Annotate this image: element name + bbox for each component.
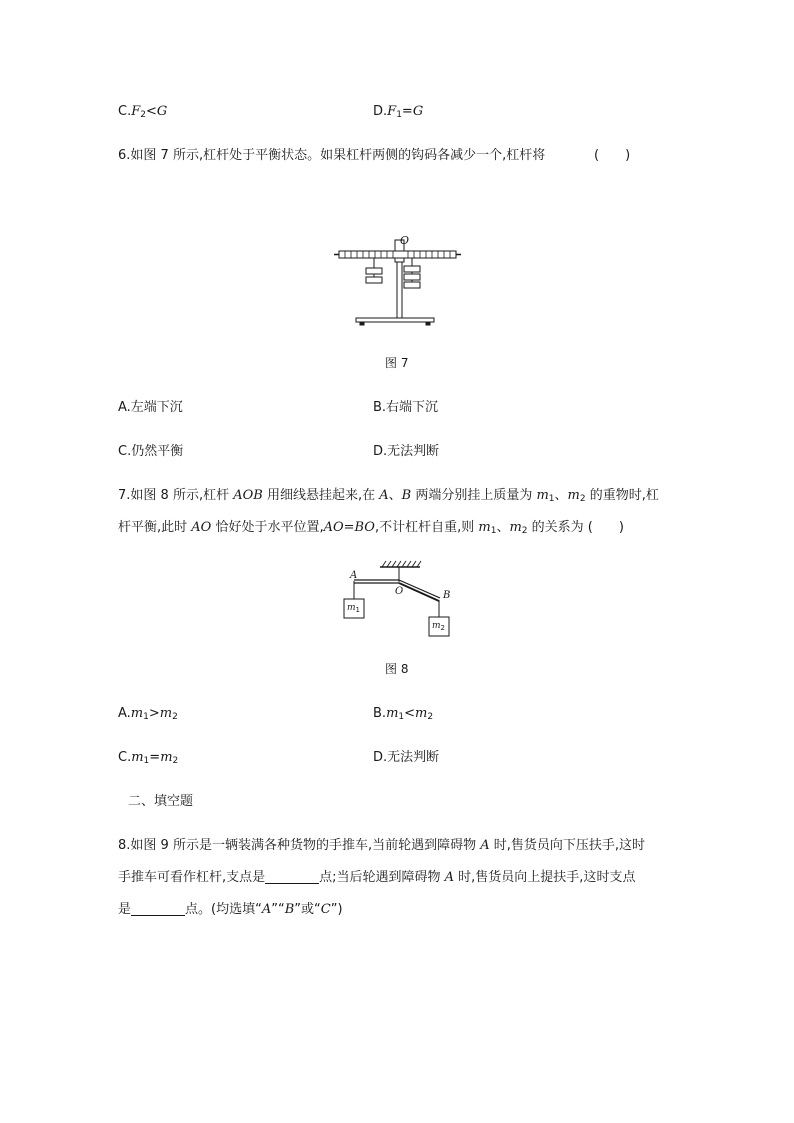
q8-stem-line-3: 是 点。(均选填“A”“B”或“C”) bbox=[118, 902, 343, 917]
q7-option-c: $C.m_1=m_2$ bbox=[118, 750, 179, 766]
figure-8-label-a: A bbox=[350, 570, 358, 581]
q6-option-a: A.左端下沉 bbox=[118, 400, 183, 415]
q6-option-d: D.无法判断 bbox=[373, 444, 440, 459]
figure-8-caption: 图 8 bbox=[385, 662, 409, 676]
q6-option-b: B.右端下沉 bbox=[373, 400, 439, 415]
q8-blank-2[interactable] bbox=[131, 901, 185, 916]
figure-8-mass-m1: $m_1$ bbox=[347, 603, 361, 614]
q5-option-d: $D.F_1=G$ bbox=[373, 104, 424, 120]
q7-stem-line-1: 7.如图 8 所示,杠杆 AOB 用细线悬挂起来,在 A、B 两端分别挂上质量为 $m_1$、$m_2$ 的重物时,杠 bbox=[118, 488, 659, 504]
q6-option-c: C.仍然平衡 bbox=[118, 444, 184, 459]
figure-7-caption: 图 7 bbox=[385, 356, 409, 370]
q8-stem-line-2: 手推车可看作杠杆,支点是 点;当后轮遇到障碍物 A 时,售货员向上提扶手,这时支点 bbox=[118, 870, 636, 885]
section-2-heading: 二、填空题 bbox=[128, 794, 194, 809]
figure-7-fulcrum-label: O bbox=[400, 234, 410, 247]
q8-blank-1[interactable] bbox=[265, 869, 319, 884]
q6-stem: 6.如图 7 所示,杠杆处于平衡状态。如果杠杆两侧的钩码各减少一个,杠杆将 bbox=[118, 148, 546, 163]
figure-8-label-o: O bbox=[395, 586, 404, 597]
q7-stem-line-2: 杆平衡,此时 AO 恰好处于水平位置,AO=BO,不计杠杆自重,则 $m_1$、$m_2$ 的关系为 ( ) bbox=[118, 520, 624, 536]
figure-8-label-b: B bbox=[443, 590, 451, 601]
q5-option-c: $C.F_2<G$ bbox=[118, 104, 168, 120]
q7-option-d: D.无法判断 bbox=[373, 750, 440, 765]
q7-option-a: $A.m_1>m_2$ bbox=[118, 706, 178, 722]
q6-answer-paren: ( ) bbox=[594, 148, 631, 163]
q7-option-b: $B.m_1<m_2$ bbox=[373, 706, 434, 722]
q8-stem-line-1: 8.如图 9 所示是一辆装满各种货物的手推车,当前轮遇到障碍物 A 时,售货员向下压扶手,这时 bbox=[118, 838, 646, 853]
figure-8-mass-m2: $m_2$ bbox=[432, 621, 446, 632]
